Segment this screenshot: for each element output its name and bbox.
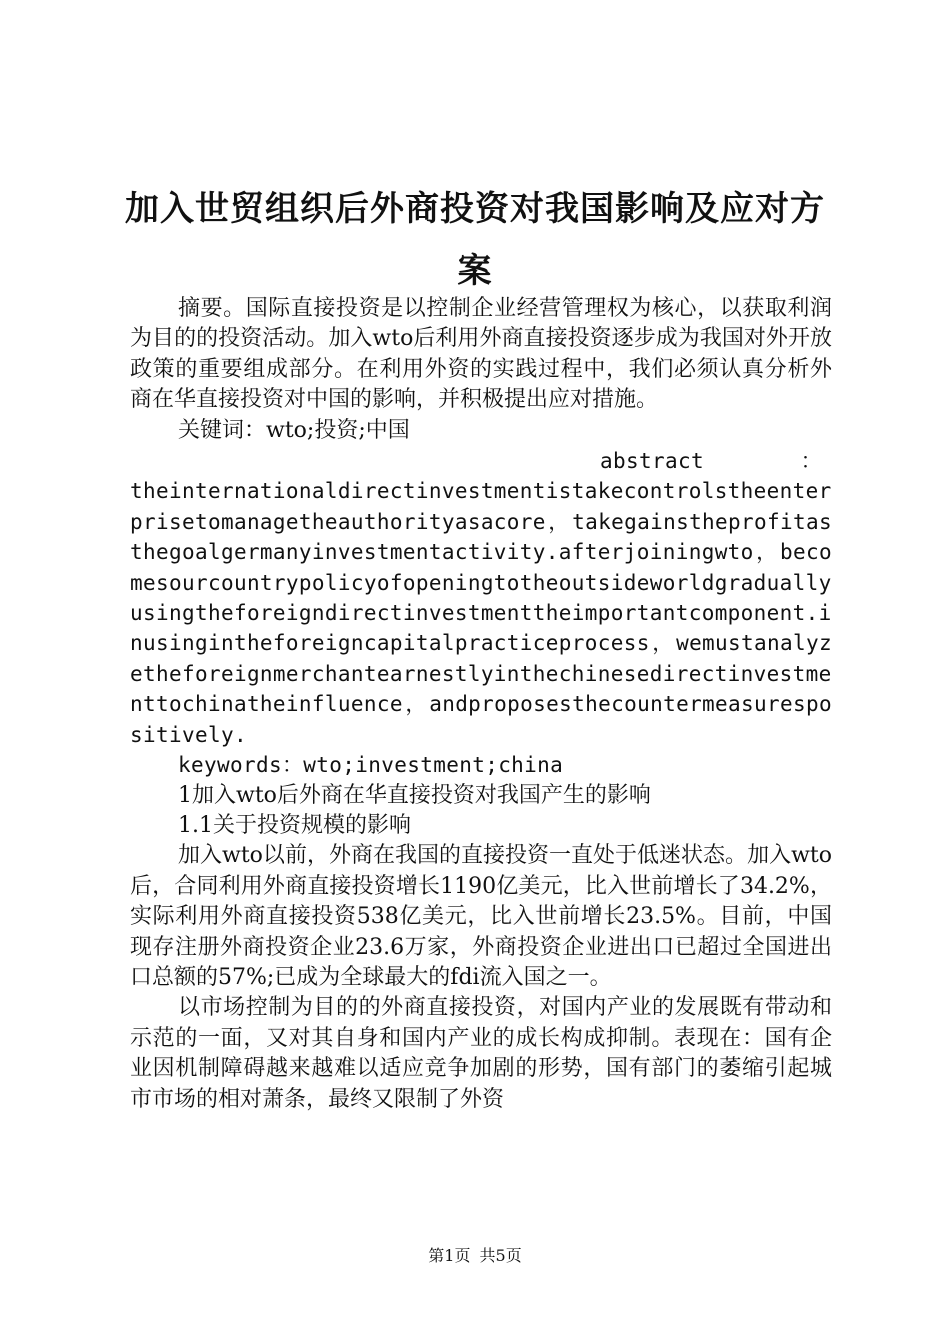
- page-footer: [0, 1243, 950, 1266]
- abstract-text: theinternationaldirectinvestmentistakecontrolstheenterprisetomanagetheauthorityasacore，takegainstheprofitasthegoalgermanyinvestmentactivity.afterjoiningwto，becomesourcountrypolicyofopeningtotheoutsideworldgraduallyusingtheforeigndirectinvestmenttheimportantcomponent.inusingintheforeigncapitalpracticeprocess，wemustanalyzetheforeignmerchantearnestlyinthechinesedirectinvestmenttochinatheinfluence，andproposesthecountermeasurespositively.: [130, 479, 832, 747]
- body-paragraph-1: 加入wto以前，外商在我国的直接投资一直处于低迷状态。加入wto后，合同利用外商直接投资增长1190亿美元，比入世前增长了34.2%，实际利用外商直接投资538亿美元，比入世前增长23.5%。目前，中国现存注册外商投资企业23.6万家，外商投资企业进出口已超过全国进出口总额的57%;已成为全球最大的fdi流入国之一。: [130, 843, 832, 990]
- section-heading-1-1: 1.1关于投资规模的影响: [178, 812, 411, 838]
- abstract-heading: [130, 446, 832, 476]
- page-number: 第1页: [428, 1246, 471, 1265]
- keywords-cn: 关键词：wto;投资;中国: [178, 417, 410, 443]
- body-paragraph-2: 以市场控制为目的的外商直接投资，对国内产业的发展既有带动和示范的一面，又对其自身和国内产业的成长构成抑制。表现在：国有企业因机制障碍越来越难以适应竞争加剧的形势，国有部门的萎缩引起城市市场的相对萧条，最终又限制了外资: [130, 995, 832, 1112]
- document-title: 加入世贸组织后外商投资对我国影响及应对方案: [125, 189, 825, 291]
- summary-paragraph: 摘要。国际直接投资是以控制企业经营管理权为核心，以获取利润为目的的投资活动。加入wto后利用外商直接投资逐步成为我国对外开放政策的重要组成部分。在利用外资的实践过程中，我们必须认真分析外商在华直接投资对中国的影响，并积极提出应对措施。: [130, 296, 832, 413]
- abstract-label: abstract: [600, 449, 704, 474]
- keywords-en: keywords：wto;investment;china: [178, 753, 564, 778]
- document-body: [130, 294, 832, 1115]
- page-total: 共5页: [479, 1246, 522, 1265]
- section-heading-1: 1加入wto后外商在华直接投资对我国产生的影响: [178, 782, 651, 808]
- abstract-colon: ：: [800, 449, 822, 474]
